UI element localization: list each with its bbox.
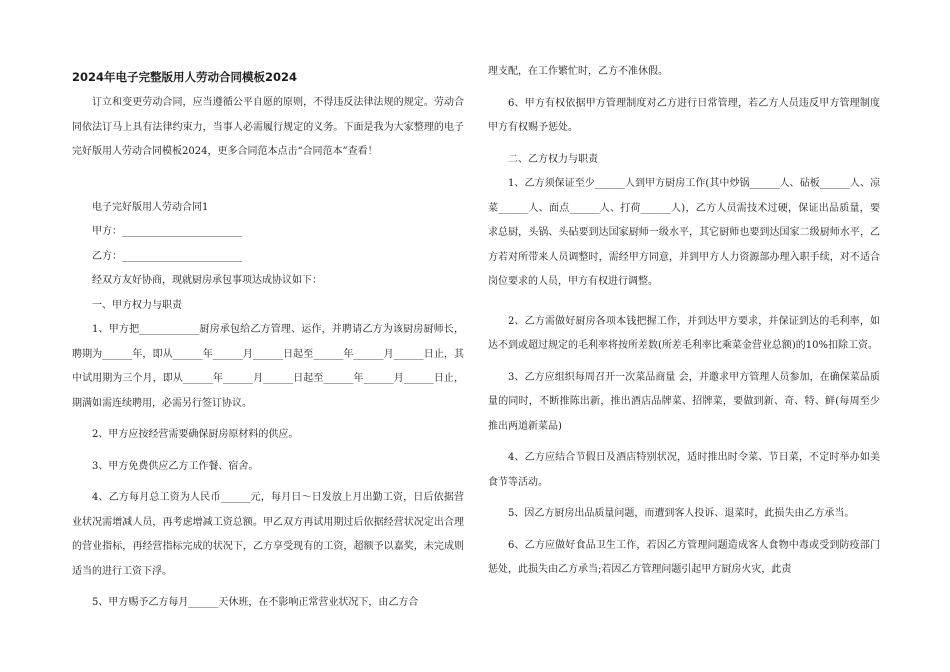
clause-a1: 1、甲方把____________厨房承包给乙方管理、运作，并聘请乙方为该厨房厨师长，聘期为______年，即从______年______月______日起至______年______月______日止，其中试用期为三个月，即从______年______月______日起至______年______月______日止，期满如需连续聘用，必需另行签订协议。 <box>72 324 464 409</box>
clause-b3: 3、乙方应组织每周召开一次菜品商量 会，并邀求甲方管理人员参加，在确保菜品质量的同时，不断推陈出新，推出酒店品牌菜、招牌菜，要做到新、奇、特、鲜(每周至少推出两道新菜品) <box>488 371 880 432</box>
document-title: 2024年电子完整版用人劳动合同模板2024 <box>72 70 298 84</box>
clause-a5: 5、甲方赐予乙方每月______天休班，在不影响正常营业状况下，由乙方合 <box>92 597 419 608</box>
clause-a5-continued: 理支配，在工作繁忙时，乙方不准休假。 <box>488 66 668 77</box>
contract-title: 电子完好版用人劳动合同1 <box>92 201 209 213</box>
intro-paragraph: 订立和变更劳动合同，应当遵循公平自愿的原则，不得违反法律法规的规定。劳动合同依法订马上具有法律约束力，当事人必需履行规定的义务。下面是我为大家整理的电子完好版用人劳动合同模板2024，更多合同范本点击“合同范本”查看！ <box>72 97 464 157</box>
spacer <box>488 302 880 310</box>
party-a-line: 甲方：________________________ <box>92 226 242 237</box>
clause-b4: 4、乙方应结合节假日及酒店特别状况，适时推出时令菜、节日菜，不定时举办如美食节等活动。 <box>488 452 880 488</box>
spacer <box>72 172 464 196</box>
clause-a2: 2、甲方应按经营需要确保厨房原材料的供应。 <box>92 429 299 440</box>
agreement-line: 经双方友好协商，现就厨房承包事项达成协议如下： <box>92 275 322 286</box>
clause-a6: 6、甲方有权依据甲方管理制度对乙方进行日常管理，若乙方人员违反甲方管理制度甲方有权赐予惩处。 <box>488 97 880 133</box>
clause-b5: 5、因乙方厨房出品质量问题，而遭到客人投诉、退菜时，此损失由乙方承当。 <box>508 508 855 519</box>
clause-a4: 4、乙方每月总工资为人民币______元，每月日～日发放上月出勤工资，日后依据营业状况需增减人员，再考虑增减工资总额。甲乙双方再试用期过后依据经营状况定出合理的营业指标，再经营指标完成的状况下，乙方享受现有的工资，超额予以嘉奖，未完成则适当的进行工资下浮。 <box>72 492 464 577</box>
section-heading-party-a: 一、甲方权力与职责 <box>92 299 182 311</box>
party-b-line: 乙方：________________________ <box>92 250 242 262</box>
clause-a3: 3、甲方免费供应乙方工作餐、宿舍。 <box>92 460 259 472</box>
right-column <box>488 60 880 590</box>
left-column <box>72 60 464 623</box>
clause-b6: 6、乙方应做好食品卫生工作，若因乙方管理问题造成客人食物中毒或受到防疫部门惩处，此损失由乙方承当;若因乙方管理问题引起甲方厨房火灾，此责 <box>488 539 880 575</box>
clause-b2: 2、乙方需做好厨房各项本钱把握工作，并到达甲方要求，并保证到达的毛利率，如达不到或超过规定的毛利率将按所差数(所差毛利率比乘菜金营业总额)的10%扣除工资。 <box>488 315 880 351</box>
section-heading-party-b: 二、乙方权力与职责 <box>508 153 598 165</box>
clause-b1: 1、乙方须保证至少______人到甲方厨房工作(其中炒锅______人、砧板______人、凉菜______人、面点______人、打荷______人)，乙方人员需技术过硬，保证出品质量，要求总厨，头锅、头砧要到达国家厨师一级水平，其它厨师也要到达国家二级厨师水平，乙方若对所带来人员调整时，需经甲方同意，并到甲方人力资源部办理入职手续，对不适合岗位要求的人员，甲方有权进行调整。 <box>488 178 880 287</box>
